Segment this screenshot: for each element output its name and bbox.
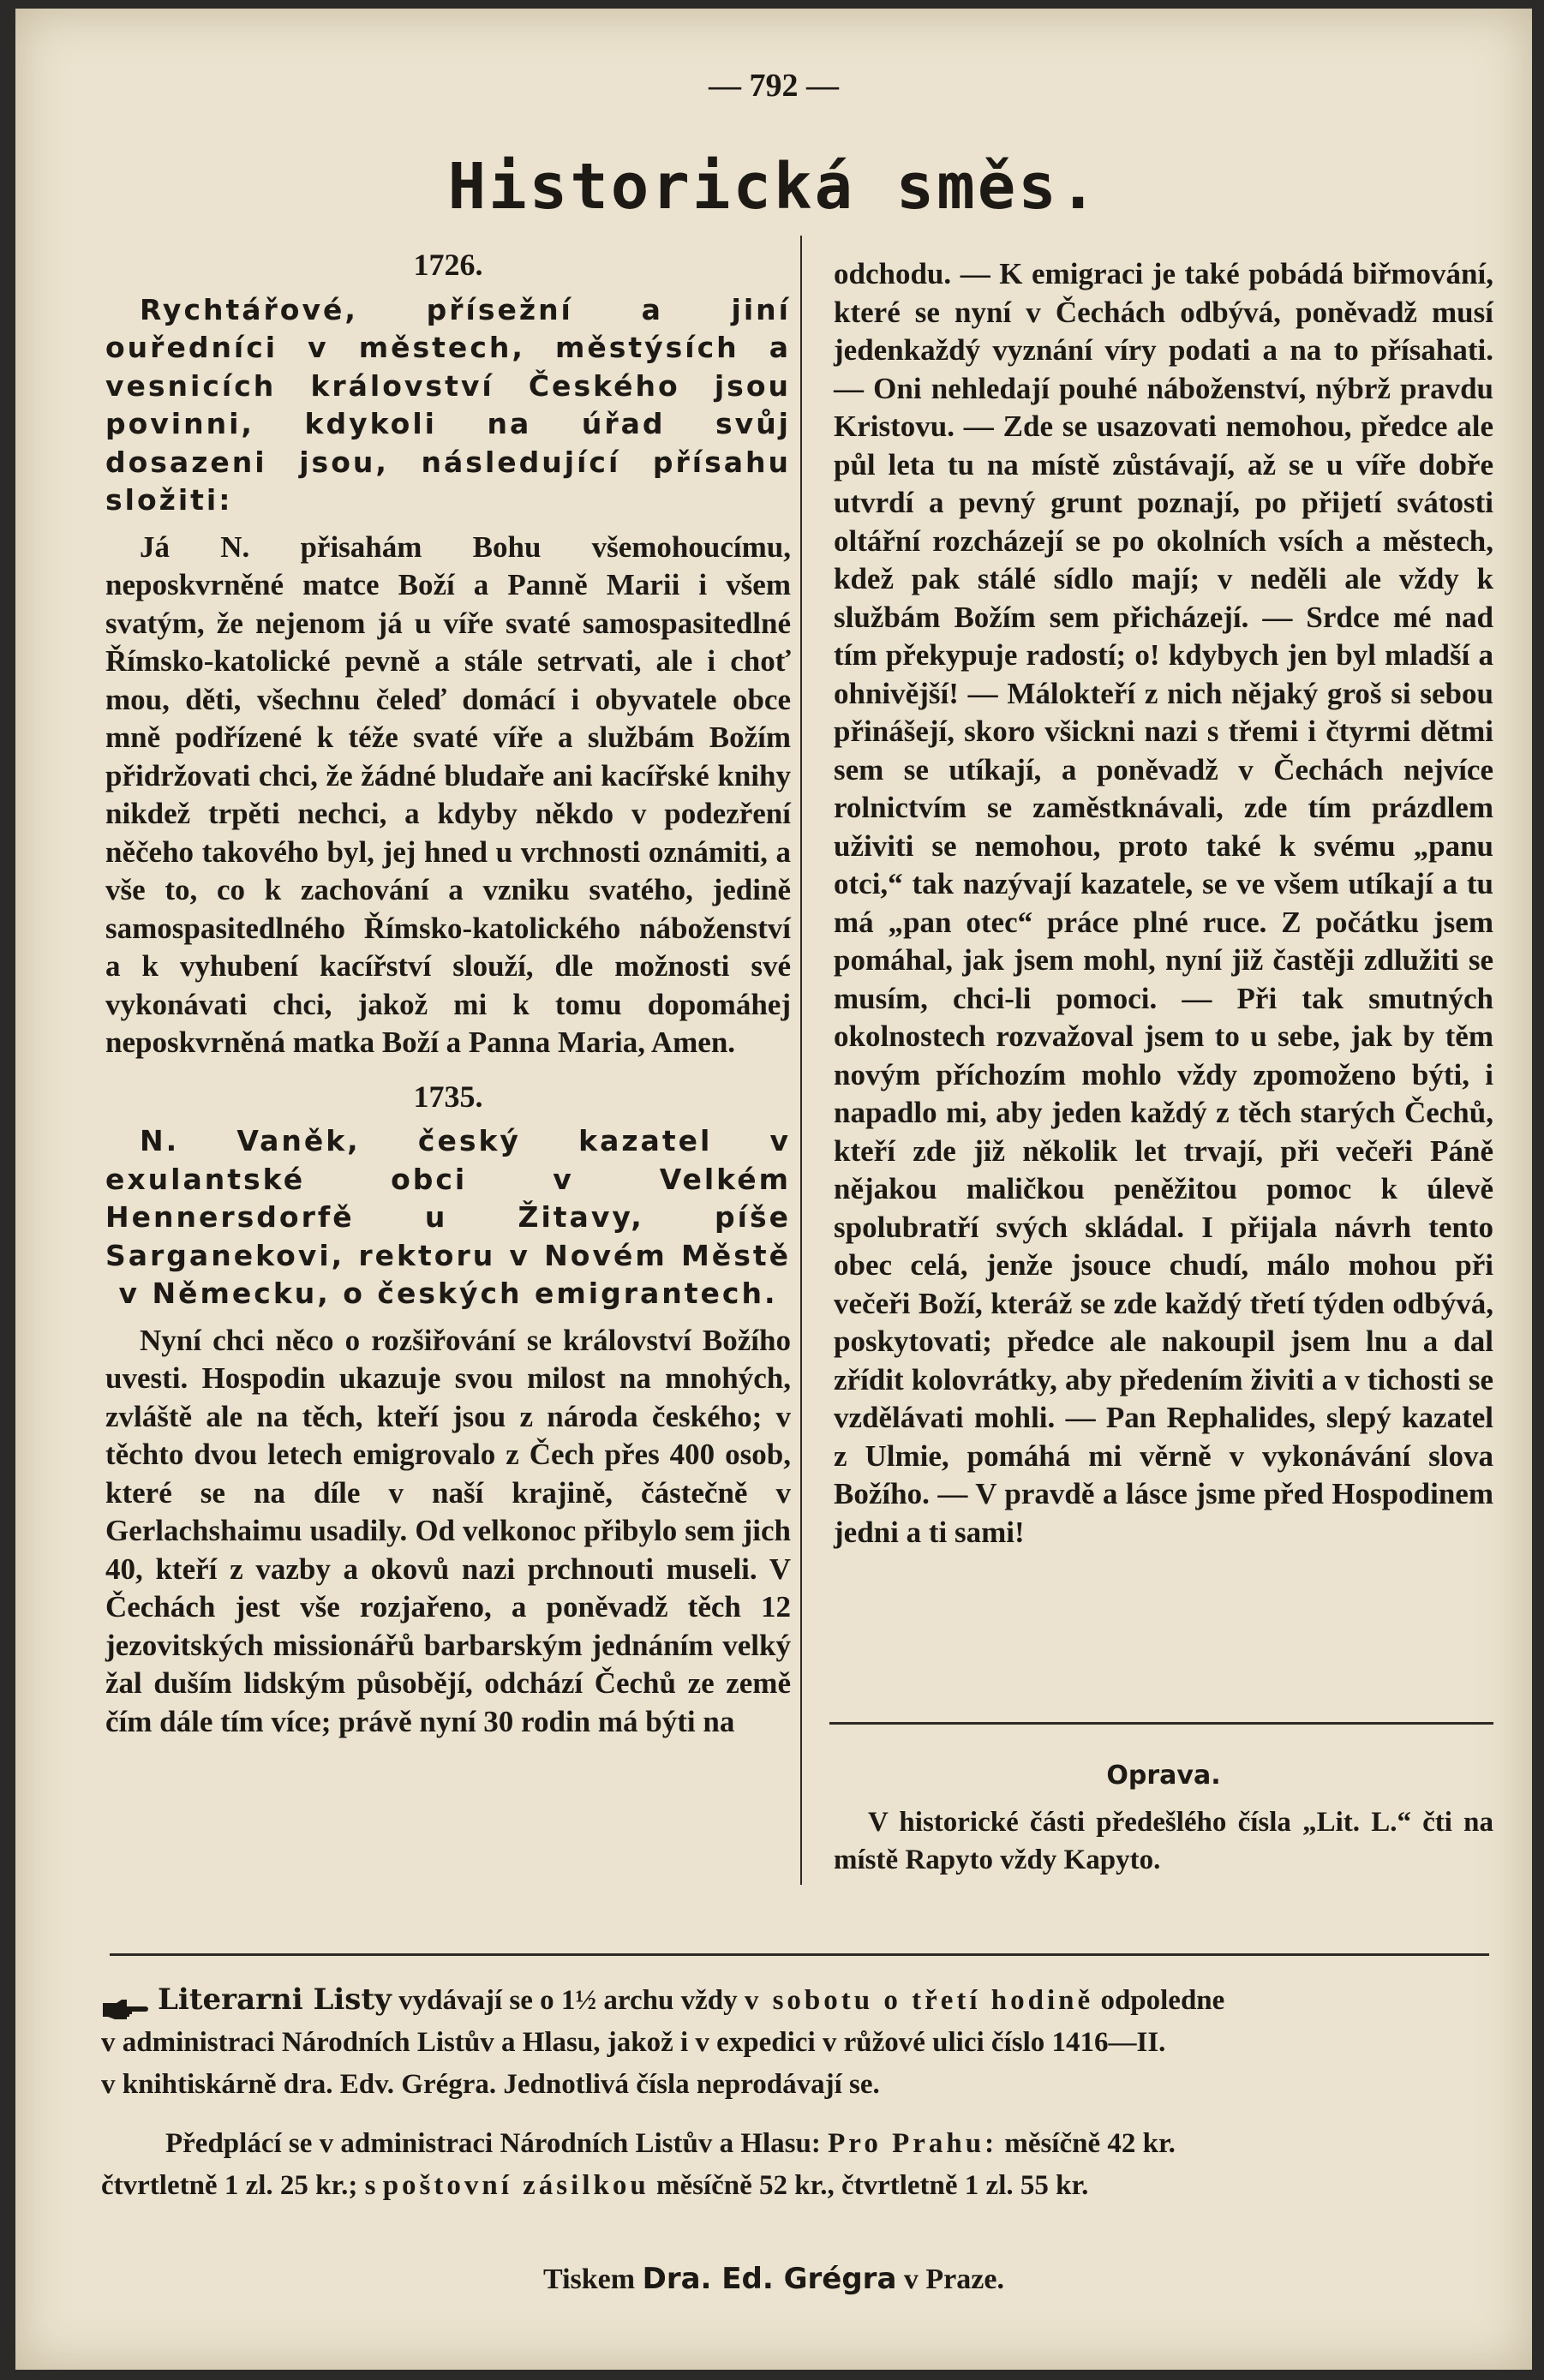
left-column xyxy=(105,227,791,1741)
footer-line-4 xyxy=(101,2123,1498,2165)
printer-imprint xyxy=(15,2262,1532,2296)
column-divider xyxy=(800,236,802,1885)
footer-text: měsíčně 52 kr., čtvrtletně 1 zl. 55 kr. xyxy=(655,2170,1089,2201)
footer-text: odpoledne xyxy=(1100,1985,1225,2016)
section-1726-oath: Já N. přisahám Bohu všemohoucímu, neposkvrněné matce Boží a Panně Marii i všem svatým, že nejenom já u víře svaté samospasitedlné Římsko-katolické pevně a stále setrvati, ale i choť mou, děti, všechnu čeleď domácí i obyvatele obce mně podřízené k téže svaté víře a službám Božím přidržovati chci, že žádné bludaře ani kacířské knihy nikdež trpěti nechci, a kdyby někdo v podezření něčeho takového byl, jej hned u vrchnosti oznámiti, a vše to, co k zachování a vzniku svatého, jedině samospasitedlného Římsko-katolického náboženství a k vyhubení kacířství slouží, dle možnosti své vykonávati chci, jakož mi k tomu dopomáhej neposkvrněná matka Boží a Panna Maria, Amen. xyxy=(105,529,791,1059)
footer-text: měsíčně 42 kr. xyxy=(1004,2128,1176,2159)
section-divider xyxy=(829,1722,1493,1725)
printer-text: Tiskem xyxy=(543,2263,636,2295)
section-1735-heading: N. Vaněk, český kazatel v exulantské obci v Velkém Hennersdorfě u Žitavy, píše Sarganekovi, rektoru v Novém Městě v Německu, o českých emigrantech. xyxy=(105,1124,791,1310)
footer-divider xyxy=(110,1953,1489,1956)
section-year-1735: 1735. xyxy=(413,1079,483,1114)
footer-spaced-text: poštovní zásilkou xyxy=(382,2170,649,2201)
footer-text: vydávají se o 1½ archu vždy xyxy=(398,1985,738,2016)
correction-text: V historické části předešlého čísla „Lit. L.“ čti na místě Rapyto vždy Kapyto. xyxy=(834,1807,1493,1875)
section-year-1726: 1726. xyxy=(413,248,483,282)
page-number: — 792 — xyxy=(709,68,839,104)
printer-name: Dra. Ed. Grégra xyxy=(642,2262,897,2296)
section-1726-heading: Rychtářové, přísežní a jiní ouředníci v městech, městýsích a vesnicích království Českého jsou povinni, kdykoli na úřad svůj dosazeni jsou, následující přísahu složiti: xyxy=(105,292,791,517)
pointing-hand-icon xyxy=(101,1991,149,2013)
newspaper-page xyxy=(15,9,1532,2370)
footer-spaced-text: Pro Prahu: xyxy=(828,2128,998,2159)
footer-line-5 xyxy=(101,2165,1498,2207)
correction-heading: Oprava. xyxy=(1106,1761,1221,1791)
footer-text: čtvrtletně 1 zl. 25 kr.; s xyxy=(101,2170,376,2201)
section-1735-body-left: Nyní chci něco o rozšiřování se království Božího uvesti. Hospodin ukazuje svou milost na mnohých, zvláště ale na těch, kteří jsou z národa českého; v těchto dvou letech emigrovalo z Čech přes 400 osob, které se na díle v naší krajině, částečně v Gerlachshaimu usadily. Od velkonoc přibylo sem jich 40, kteří z vazby a okovů nazi prchnouti museli. V Čechách jest vše rozjařeno, a poněvadž těch 12 jezovitských missionářů barbarským jednáním velký žal duším lidským působějí, odchází Čechů ze země čím dále tím více; právě nyní 30 rodin má býti na xyxy=(105,1323,791,1738)
publication-name: Literarni Listy xyxy=(158,1982,392,2017)
footer-line-3: v knihtiskárně dra. Edv. Grégra. Jednotlivá čísla neprodávají se. xyxy=(101,2069,880,2100)
footer-line-1 xyxy=(101,1979,1498,2022)
footer-text: Předplácí se v administraci Národních Listův a Hlasu: xyxy=(165,2128,821,2159)
footer-line-2: v administraci Národních Listův a Hlasu, jakož i v expedici v růžové ulici číslo 1416—II. xyxy=(101,2027,1166,2058)
page-title: Historická směs. xyxy=(447,150,1100,224)
printer-text: v Praze. xyxy=(903,2263,1004,2295)
publication-footer xyxy=(101,1979,1498,2207)
footer-spaced-text: v sobotu o třetí hodině xyxy=(744,1985,1094,2016)
section-1735-body-right: odchodu. — K emigraci je také pobádá biřmování, které se nyní v Čechách odbývá, poněvadž musí jedenkaždý vyznání víry podati a na to přísahati. — Oni nehledají pouhé náboženství, nýbrž pravdu Kristovu. — Zde se usazovati nemohou, předce ale půl leta tu na místě zůstávají, až se u víře dobře utvrdí a pevný grunt poznají, po přijetí svátosti oltářní rozcházejí se po okolních vsích a městech, kdež pak stálé sídlo mají; v neděli ale vždy k službám Božím sem přicházejí. — Srdce mé nad tím překypuje radostí; o! kdybych jen byl mladší a ohnivější! — Málokteří z nich nějaký groš si sebou přinášejí, skoro všickni nazi s třemi i čtyrmi dětmi sem se utíkají, a poněvadž v Čechách nejvíce rolnictvím se zaměstknávali, zde tím prázdlem uživiti se nemohou, proto také k svému „panu otci,“ tak nazývají kazatele, se ve všem utíkají a tu má „pan otec“ práce plné ruce. Z počátku jsem pomáhal, jak jsem mohl, nyní již častěji zdlužiti se musím, chci-li pomoci. — Při tak smutných okolnostech rozvažoval jsem to u sebe, jak by těm novým příchozím mohlo vždy zpomoženo býti, i napadlo mi, aby jeden každý z těch starých Čechů, kteří zde již několik let trvají, při večeři Páně nějakou maličkou peněžitou pomoc k úlevě spolubratří svých skládal. I přijala návrh tento obec celá, jenže jsouce chudí, málo mohou při večeři Boží, kteráž se zde každý třetí týden odbývá, poskytovati; předce ale nakoupil jsem lnu a dal zřídit kolovrátky, aby předením živiti a v tichosti se vzdělávati mohli. — Pan Rephalides, slepý kazatel z Ulmie, pomáhá mi věrně v vykonávání slova Božího. — V pravdě a lásce jsme před Hospodinem jedni a ti sami! xyxy=(834,257,1493,1549)
right-column xyxy=(834,255,1493,1552)
